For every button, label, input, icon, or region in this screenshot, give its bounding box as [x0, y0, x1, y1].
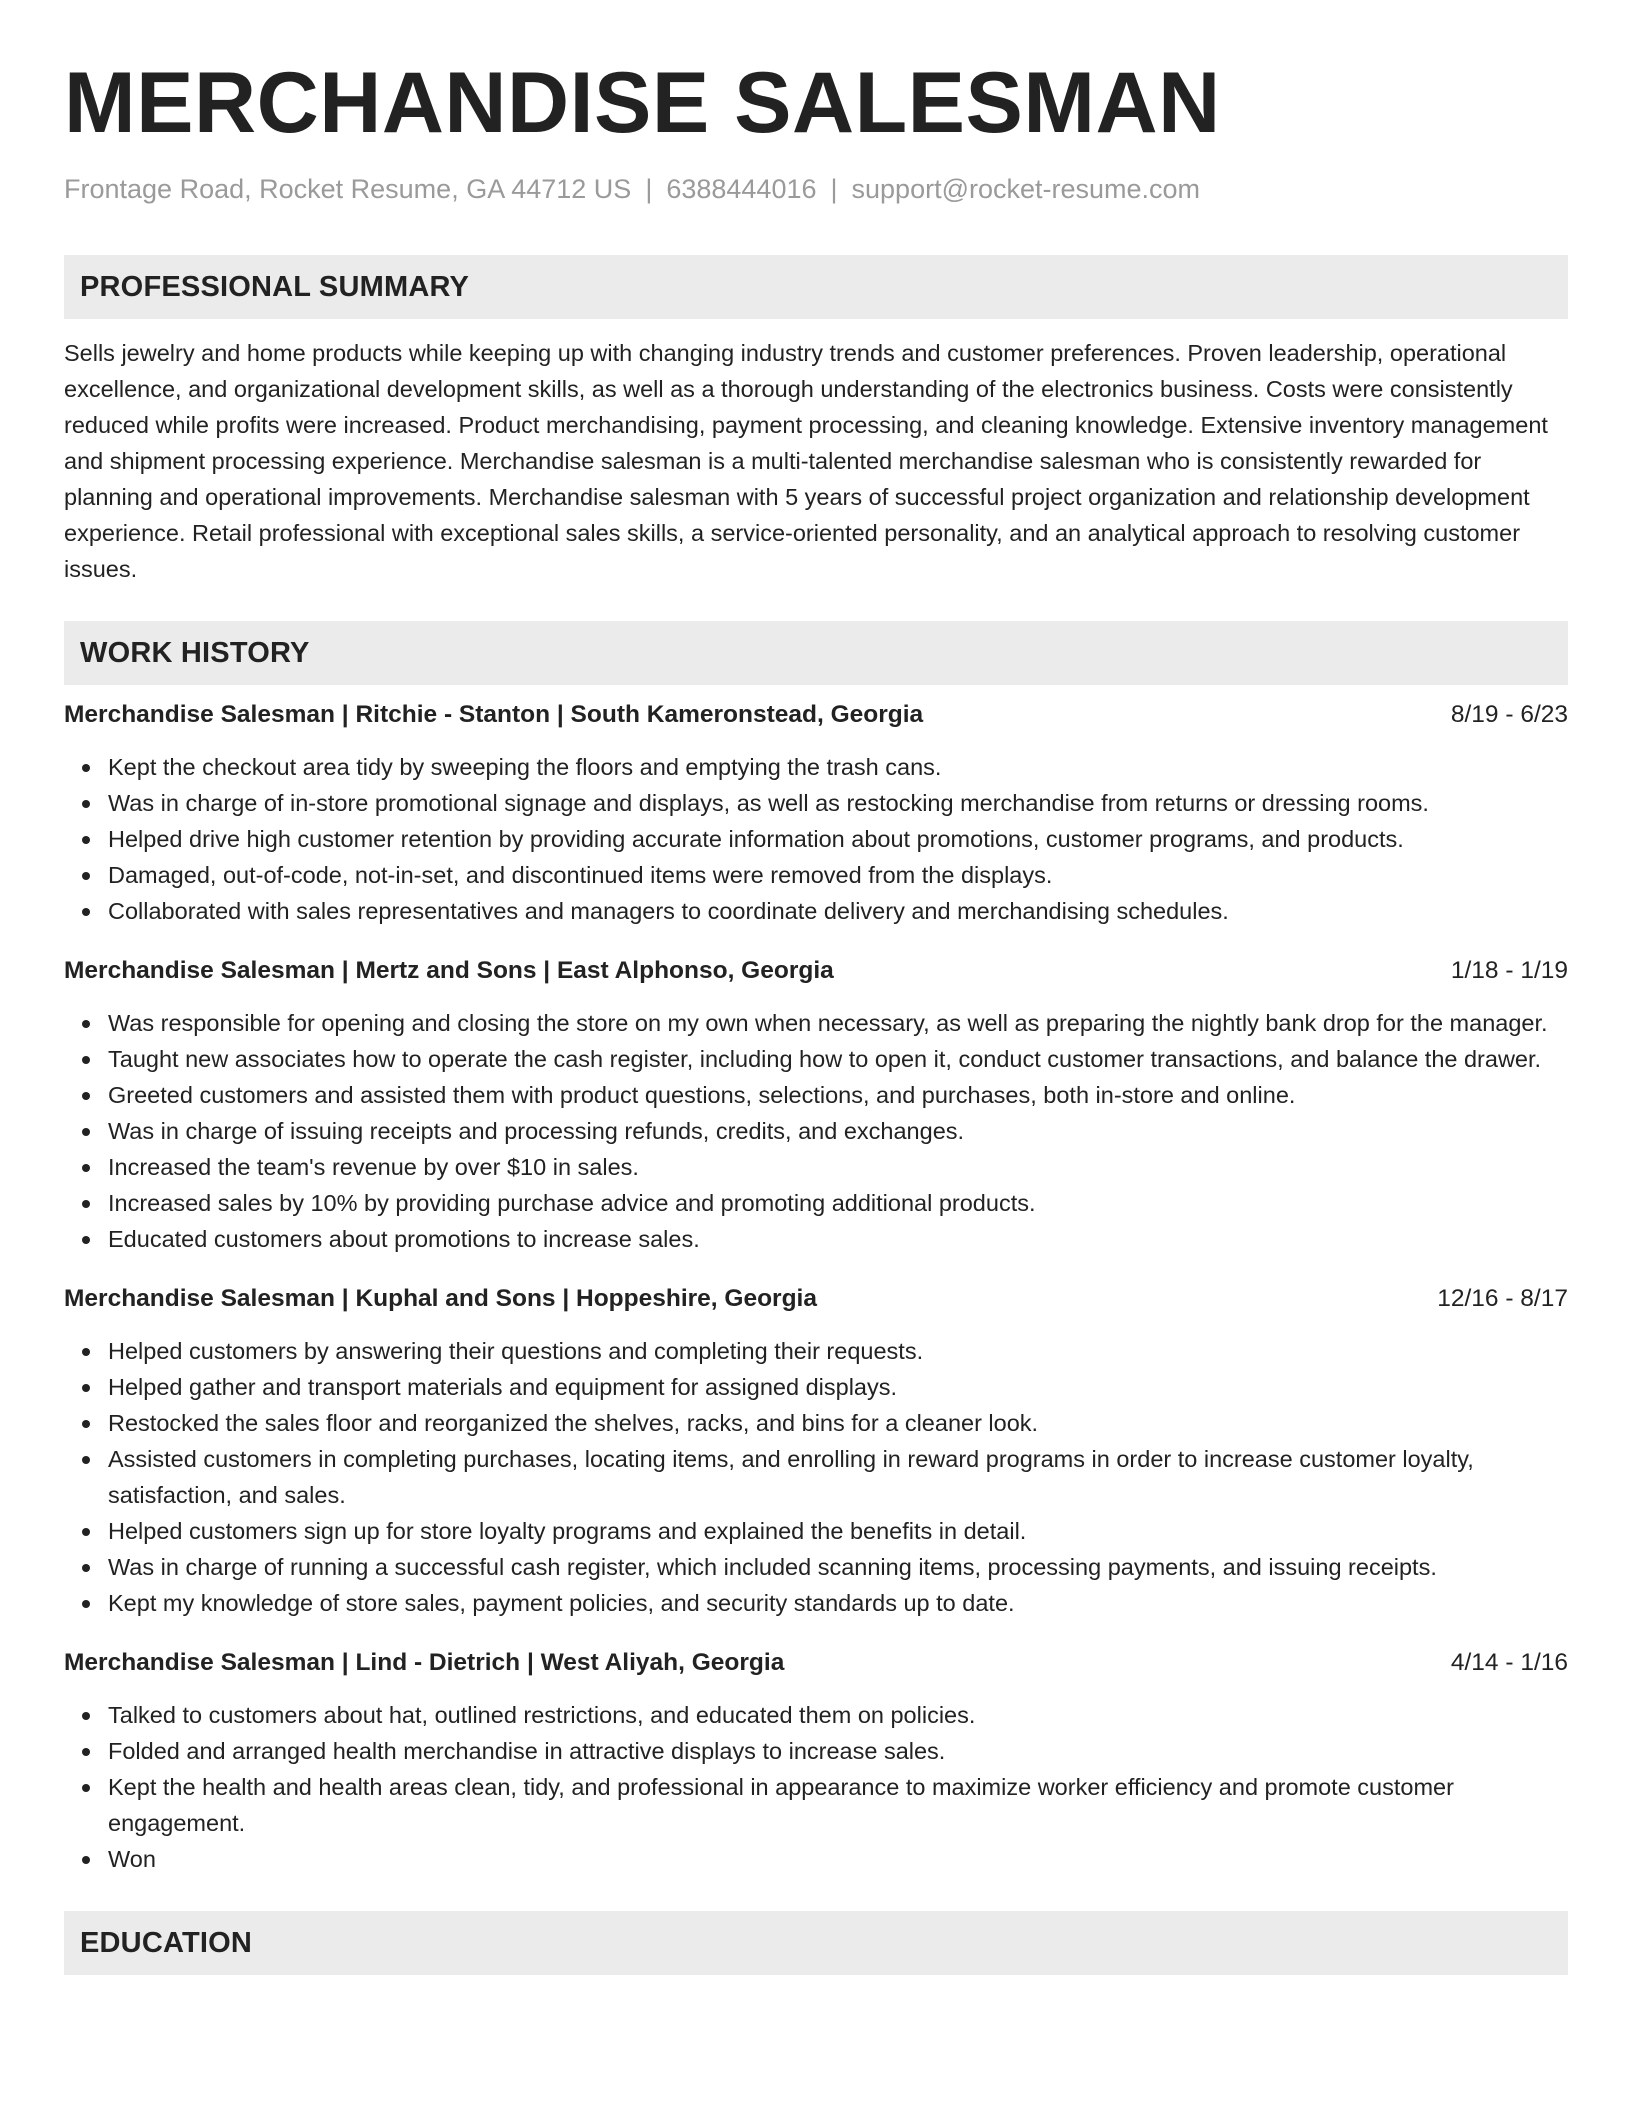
job-bullet-list	[64, 1697, 1568, 1877]
job-bullet: Was in charge of running a successful cash register, which included scanning items, processing payments, and issuing receipts.	[64, 1549, 1568, 1585]
job-bullet: Kept the checkout area tidy by sweeping the floors and emptying the trash cans.	[64, 749, 1568, 785]
summary-text: Sells jewelry and home products while keeping up with changing industry trends and customer preferences. Proven leadership, operational excellence, and organizational development skills, as well as a thorough understanding of the electronics business. Costs were consistently reduced while profits were increased. Product merchandising, payment processing, and cleaning knowledge. Extensive inventory management and shipment processing experience. Merchandise salesman is a multi-talented merchandise salesman who is consistently rewarded for planning and operational improvements. Merchandise salesman with 5 years of successful project organization and relationship development experience. Retail professional with exceptional sales skills, a service-oriented personality, and an analytical approach to resolving customer issues.	[64, 340, 1548, 582]
job-dates: 4/14 - 1/16	[1450, 1649, 1568, 1676]
job-bullet: Collaborated with sales representatives and managers to coordinate delivery and merchandising schedules.	[64, 893, 1568, 929]
section-heading-work-history: WORK HISTORY	[64, 621, 1568, 685]
job-header	[64, 1281, 1568, 1317]
job-bullet: Damaged, out-of-code, not-in-set, and discontinued items were removed from the displays.	[64, 857, 1568, 893]
job-title: Merchandise Salesman | Mertz and Sons | East Alphonso, Georgia	[64, 957, 834, 984]
job-bullet: Helped drive high customer retention by providing accurate information about promotions, customer programs, and products.	[64, 821, 1568, 857]
job-bullet: Assisted customers in completing purchases, locating items, and enrolling in reward programs in order to increase customer loyalty, satisfaction, and sales.	[64, 1441, 1568, 1513]
contact-email: support@rocket-resume.com	[851, 174, 1201, 204]
section-heading-education: EDUCATION	[64, 1911, 1568, 1975]
job-entry	[64, 1645, 1568, 1877]
job-title: Merchandise Salesman | Lind - Dietrich | West Aliyah, Georgia	[64, 1649, 785, 1676]
job-bullet: Won	[64, 1841, 1568, 1877]
work-history-section	[64, 621, 1568, 1877]
job-header	[64, 953, 1568, 989]
job-dates: 12/16 - 8/17	[1437, 1285, 1568, 1312]
job-bullet: Was responsible for opening and closing the store on my own when necessary, as well as preparing the nightly bank drop for the manager.	[64, 1005, 1568, 1041]
contact-address: Frontage Road, Rocket Resume, GA 44712 US	[64, 174, 632, 204]
job-entry	[64, 953, 1568, 1257]
professional-summary-section	[64, 255, 1568, 587]
contact-separator: |	[830, 174, 838, 204]
job-bullet: Restocked the sales floor and reorganized the shelves, racks, and bins for a cleaner look.	[64, 1405, 1568, 1441]
job-entry	[64, 697, 1568, 929]
contact-phone: 6388444016	[666, 174, 817, 204]
job-bullet: Helped gather and transport materials and equipment for assigned displays.	[64, 1369, 1568, 1405]
job-bullet-list	[64, 749, 1568, 929]
job-bullet: Kept my knowledge of store sales, payment policies, and security standards up to date.	[64, 1585, 1568, 1621]
job-bullet-list	[64, 1005, 1568, 1257]
job-bullet: Folded and arranged health merchandise in attractive displays to increase sales.	[64, 1733, 1568, 1769]
job-bullet: Talked to customers about hat, outlined restrictions, and educated them on policies.	[64, 1697, 1568, 1733]
education-section	[64, 1911, 1568, 1975]
contact-separator: |	[645, 174, 653, 204]
job-title: Merchandise Salesman | Kuphal and Sons | Hoppeshire, Georgia	[64, 1285, 817, 1312]
job-dates: 1/18 - 1/19	[1450, 957, 1568, 984]
job-bullet: Educated customers about promotions to increase sales.	[64, 1221, 1568, 1257]
job-title: Merchandise Salesman | Ritchie - Stanton | South Kameronstead, Georgia	[64, 701, 924, 728]
job-header	[64, 697, 1568, 733]
job-header	[64, 1645, 1568, 1681]
section-heading-summary: PROFESSIONAL SUMMARY	[64, 255, 1568, 319]
contact-line	[64, 174, 1568, 205]
job-entry	[64, 1281, 1568, 1621]
job-bullet: Was in charge of in-store promotional signage and displays, as well as restocking merchandise from returns or dressing rooms.	[64, 785, 1568, 821]
job-bullet: Increased the team's revenue by over $10 in sales.	[64, 1149, 1568, 1185]
job-bullet: Taught new associates how to operate the cash register, including how to open it, conduct customer transactions, and balance the drawer.	[64, 1041, 1568, 1077]
job-bullet: Was in charge of issuing receipts and processing refunds, credits, and exchanges.	[64, 1113, 1568, 1149]
job-bullet: Increased sales by 10% by providing purchase advice and promoting additional products.	[64, 1185, 1568, 1221]
candidate-name: MERCHANDISE SALESMAN	[64, 55, 1221, 151]
job-bullet-list	[64, 1333, 1568, 1621]
job-bullet: Helped customers by answering their questions and completing their requests.	[64, 1333, 1568, 1369]
job-bullet: Greeted customers and assisted them with product questions, selections, and purchases, both in-store and online.	[64, 1077, 1568, 1113]
job-bullet: Helped customers sign up for store loyalty programs and explained the benefits in detail.	[64, 1513, 1568, 1549]
job-bullet: Kept the health and health areas clean, tidy, and professional in appearance to maximize worker efficiency and promote customer engagement.	[64, 1769, 1568, 1841]
job-dates: 8/19 - 6/23	[1450, 701, 1568, 728]
